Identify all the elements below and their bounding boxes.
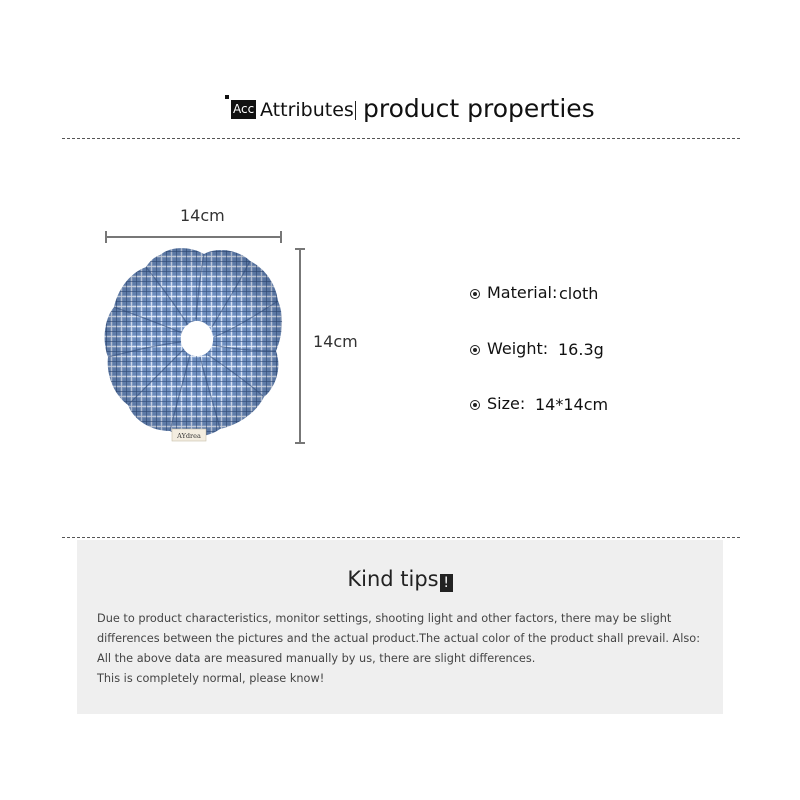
- height-dimension-cap-top: [295, 248, 305, 250]
- top-dashed-divider: [62, 138, 740, 139]
- kind-tips-title: Kind tips: [347, 567, 439, 591]
- bullet-circle-icon: [470, 289, 480, 299]
- page-title: product properties: [363, 94, 595, 123]
- kind-tips-heading: [77, 567, 723, 592]
- kind-tips-text: [97, 609, 711, 689]
- bullet-circle-icon: [470, 400, 480, 410]
- width-dimension-label: 14cm: [180, 206, 225, 225]
- brand-tag-text: AYdrea: [177, 432, 201, 440]
- property-value: cloth: [559, 284, 599, 303]
- property-value: 14*14cm: [535, 395, 609, 414]
- property-value: 16.3g: [558, 340, 604, 359]
- width-dimension-cap-left: [105, 231, 107, 243]
- bottom-dashed-divider: [62, 537, 740, 538]
- kind-tips-paragraph: Due to product characteristics, monitor settings, shooting light and other factors, there may be slight differences between the pictures and the actual product.The actual color of the product shall prevail. Also: All the above data are measured manually by us, there are slight differences.: [97, 612, 701, 665]
- height-dimension-label: 14cm: [313, 332, 358, 351]
- section-header: [0, 94, 800, 128]
- kind-tips-panel: [77, 540, 723, 714]
- bullet-circle-icon: [470, 345, 480, 355]
- kind-tips-paragraph: This is completely normal, please know!: [97, 672, 325, 685]
- width-dimension-line: [106, 236, 281, 238]
- header-divider: [355, 101, 356, 120]
- header-dot: [225, 95, 229, 99]
- exclamation-icon: !: [440, 574, 453, 592]
- height-dimension-cap-bottom: [295, 442, 305, 444]
- height-dimension-line: [299, 249, 301, 443]
- width-dimension-cap-right: [280, 231, 282, 243]
- header-badge: Acc: [231, 100, 256, 119]
- property-label: Weight:: [487, 339, 549, 358]
- scrunchie-product-image: [100, 245, 285, 445]
- property-label: Size:: [487, 394, 526, 413]
- header-subtitle: Attributes: [260, 99, 354, 121]
- property-label: Material:: [487, 283, 558, 302]
